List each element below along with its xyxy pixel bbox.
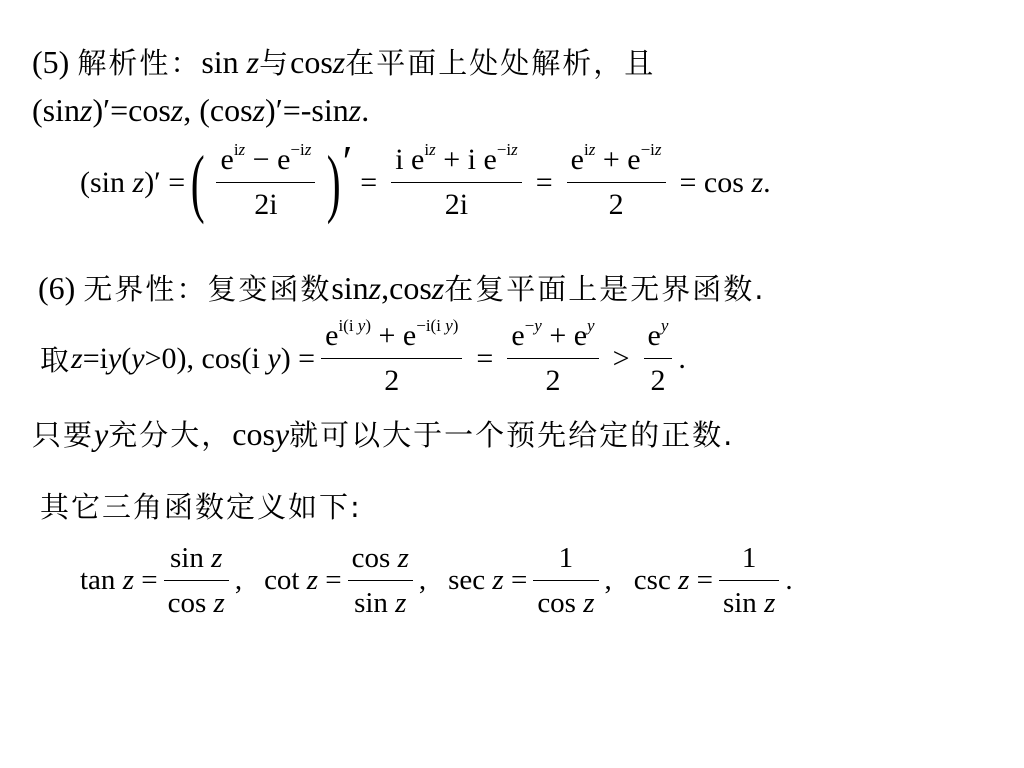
cos-text: cos [290,44,333,80]
item6-title: 无界性：复变函数 [83,272,332,306]
sufficiently-large-text: 充分大， [108,418,233,452]
eq1-lhs: (sin z)′ = [80,165,186,199]
other-trig-heading [40,486,362,527]
sec-lhs: sec z = [448,564,528,596]
item5-line1: (5) 解析性：sin z与cosz在平面上处处解析，且 [32,44,656,80]
eq1-den2: 2i [444,188,469,221]
sin-derivative-equation: (sin z)′ = ( $\frac{e^{iz} - e^{-iz}}{2i}$ ) ′ = $\frac{i e^{iz} + i e^{-iz}}{2i}$ = $\frac{e^{iz} + e^{-iz}}{2}$ = cos z. [80,137,771,225]
trig-definitions: tan z = $\frac{\text{sin z}}{\text{cos z}}$ , cot z = $\frac{\text{cos z}}{\text{sin z}}$ , sec z = $\frac{1}{\text{cos z}}$ , csc z = $\frac{1}{\text{sin z}}$ . [80,542,793,619]
item5-number: (5) [32,44,78,80]
deriv-text-a: (sin [32,92,80,128]
eq2-den1: 2 [384,364,400,397]
eq1-rhs: = cos z. [679,165,771,199]
and-text: 与 [259,46,291,80]
csc-num: 1 [741,542,757,574]
eq1-fraction3: $\frac{e^{iz} + e^{-iz}}{2}$ [567,142,666,223]
tan-fraction: $\frac{\text{sin z}}{\text{cos z}}$ [164,540,229,621]
eq2-den3: 2 [650,364,666,397]
take-text: 取 [40,343,72,377]
eq2-den2: 2 [545,364,561,397]
item5-line2: (sinz)′=cosz, (cosz)′=-sinz. [32,92,370,128]
large-y-line: 只要y充分大，cosy就可以大于一个预先给定的正数. [32,416,735,452]
y-var: y [94,416,109,452]
eq1-fraction2: $\frac{i e^{iz} + i e^{-iz}}{2i}$ [391,142,522,223]
item5-title: 解析性： [77,46,202,80]
csc-fraction: $\frac{1}{\text{sin z}}$ [719,540,779,621]
item5-statement: 在平面上处处解析，且 [345,46,656,80]
positive-number-text: 就可以大于一个预先给定的正数. [289,418,735,452]
cos-iy-equation: 取 z=iy(y>0), cos(i y) = $\frac{e^{i(i y)} + e^{-i(i y)}}{2}$ = $\frac{e^{-y} + e^y}{2}$ > $\frac{e^y}{2}$ . [40,316,686,397]
cot-fraction: $\frac{\text{cos z}}{\text{sin z}}$ [348,540,413,621]
eq1-den3: 2 [608,188,624,221]
eq2-fraction2: $\frac{e^{-y} + e^y}{2}$ [507,318,598,399]
sec-num: 1 [558,542,574,574]
deriv-text-b: )′=cos [92,92,171,128]
cot-lhs: cot z = [264,564,342,596]
eq1-fraction1: $\frac{e^{iz} - e^{-iz}}{2i}$ [216,142,315,223]
item6-statement: 在复平面上是无界函数. [444,272,766,306]
eq2-condition: z=iy(y>0), cos(i y) = [71,341,316,375]
deriv-text-d: )′=-sin [265,92,349,128]
item6-number: (6) [38,270,84,306]
prime-mark: ′ [342,137,353,186]
sec-fraction: $\frac{1}{\text{cos z}}$ [533,540,598,621]
left-paren: ( [190,140,205,225]
sin-text: sin [201,44,247,80]
csc-lhs: csc z = [633,564,713,596]
heading-text: 其它三角函数定义如下: [40,490,362,524]
only-if-text: 只要 [32,418,95,452]
tan-lhs: tan z = [80,564,158,596]
eq2-fraction3: $\frac{e^y}{2}$ [644,318,673,399]
deriv-text-e: . [361,92,370,128]
right-paren: ) [327,140,341,225]
item6-line: (6) 无界性：复变函数sinz,cosz在复平面上是无界函数. [38,270,766,306]
eq2-fraction1: $\frac{e^{i(i y)} + e^{-i(i y)}}{2}$ [321,318,462,399]
eq1-den1: 2i [254,188,278,221]
deriv-text-c: , (cos [183,92,253,128]
